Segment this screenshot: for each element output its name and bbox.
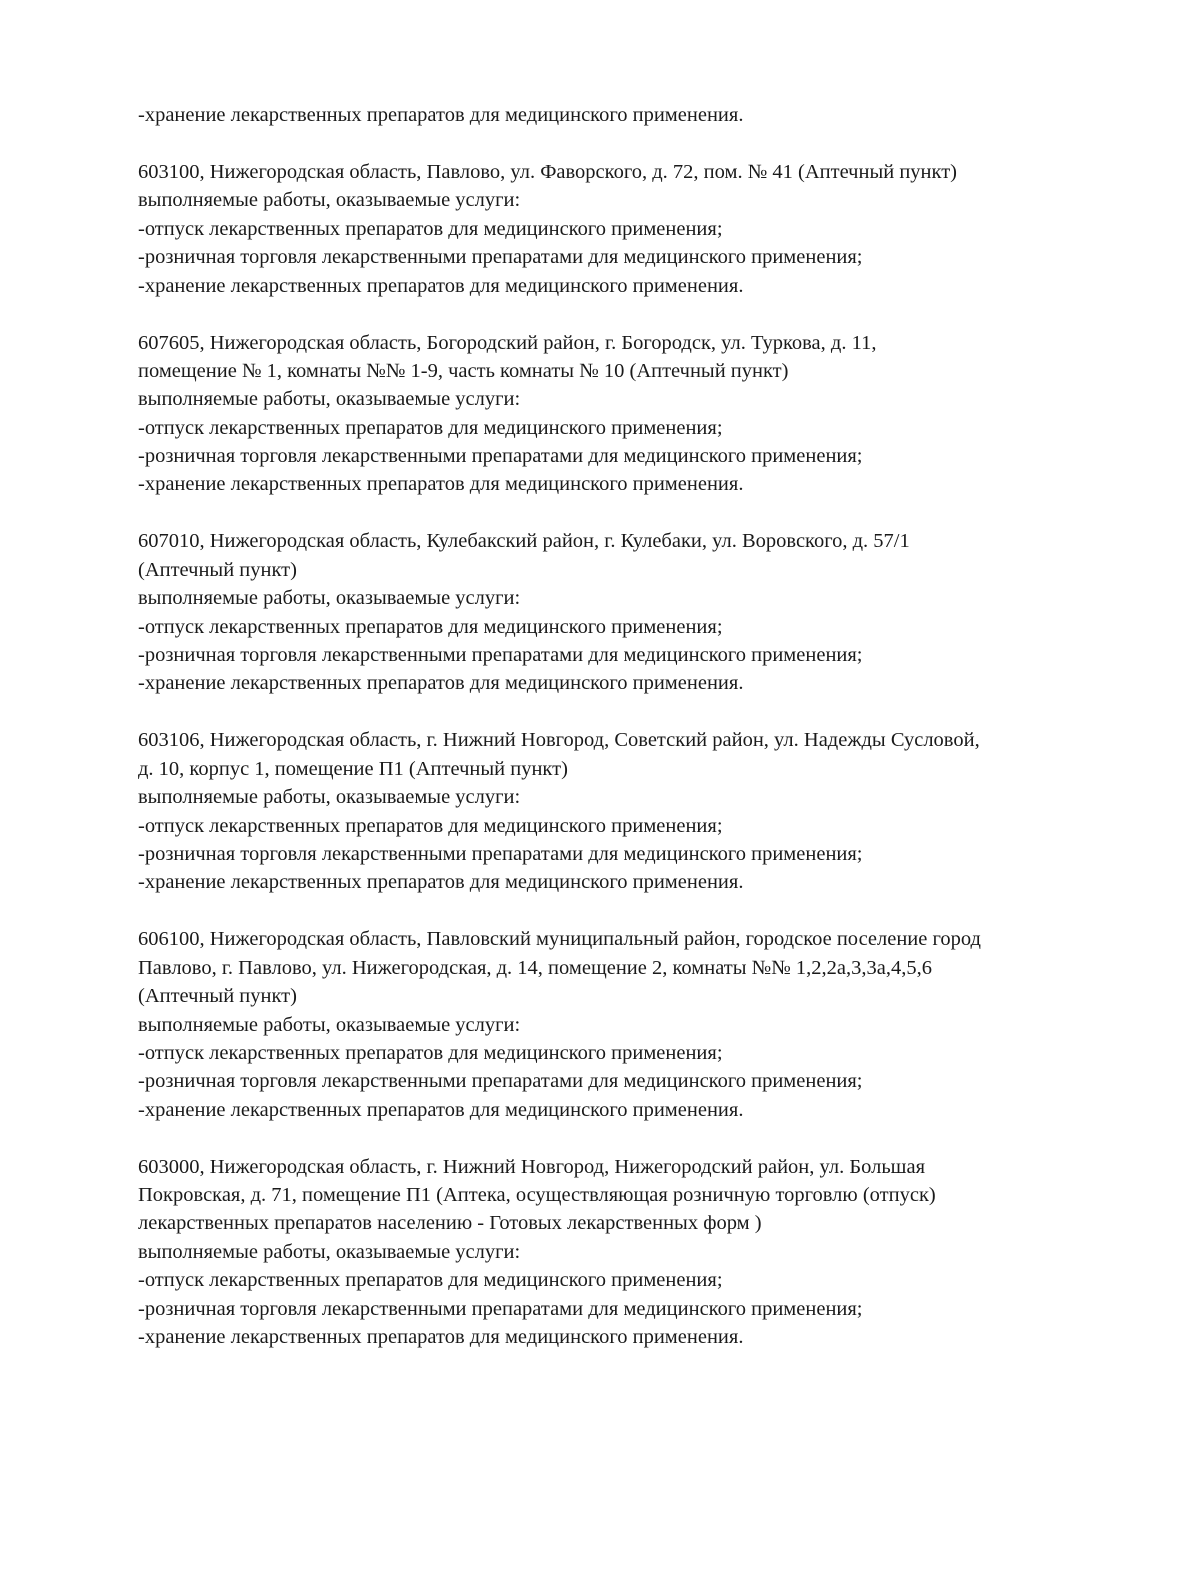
address-line: помещение № 1, комнаты №№ 1-9, часть комнаты № 10 (Аптечный пункт)	[138, 359, 789, 382]
services-header: выполняемые работы, оказываемые услуги:	[138, 388, 521, 411]
service-line: -розничная торговля лекарственными препаратами для медицинского применения;	[138, 842, 863, 865]
address-line: 603100, Нижегородская область, Павлово, ул. Фаворского, д. 72, пом. № 41 (Аптечный пункт)	[138, 160, 957, 183]
service-line: -отпуск лекарственных препаратов для медицинского применения;	[138, 615, 723, 638]
services-header: выполняемые работы, оказываемые услуги:	[138, 189, 521, 212]
address-line: д. 10, корпус 1, помещение П1 (Аптечный пункт)	[138, 757, 568, 780]
address-line: 606100, Нижегородская область, Павловский муниципальный район, городское поселение город	[138, 928, 981, 951]
service-line: -розничная торговля лекарственными препаратами для медицинского применения;	[138, 445, 863, 468]
pharmacy-entry	[138, 158, 1138, 300]
service-line: -хранение лекарственных препаратов для медицинского применения.	[138, 1326, 744, 1349]
service-line: -хранение лекарственных препаратов для медицинского применения.	[138, 104, 744, 126]
service-line: -хранение лекарственных препаратов для медицинского применения.	[138, 1098, 744, 1121]
address-line: Павлово, г. Павлово, ул. Нижегородская, д. 14, помещение 2, комнаты №№ 1,2,2а,3,3а,4,5,6	[138, 956, 932, 979]
address-line: 603106, Нижегородская область, г. Нижний Новгород, Советский район, ул. Надежды Сусловой,	[138, 729, 980, 752]
service-line: -отпуск лекарственных препаратов для медицинского применения;	[138, 416, 723, 439]
services-header: выполняемые работы, оказываемые услуги:	[138, 1240, 521, 1263]
address-line: лекарственных препаратов населению - Готовых лекарственных форм )	[138, 1212, 762, 1235]
pharmacy-entry	[138, 1153, 1138, 1352]
services-header: выполняемые работы, оказываемые услуги:	[138, 587, 521, 610]
document-body	[138, 101, 1138, 1351]
service-line: -хранение лекарственных препаратов для медицинского применения.	[138, 672, 744, 695]
pharmacy-entry	[138, 329, 1138, 499]
pharmacy-entry	[138, 925, 1138, 1124]
services-header: выполняемые работы, оказываемые услуги:	[138, 1013, 521, 1036]
address-line: 607010, Нижегородская область, Кулебакский район, г. Кулебаки, ул. Воровского, д. 57/1	[138, 530, 910, 553]
service-line: -хранение лекарственных препаратов для медицинского применения.	[138, 274, 744, 297]
address-line: (Аптечный пункт)	[138, 985, 297, 1008]
address-line: (Аптечный пункт)	[138, 558, 297, 581]
service-line: -розничная торговля лекарственными препаратами для медицинского применения;	[138, 1297, 863, 1320]
pharmacy-entry	[138, 726, 1138, 896]
service-line: -отпуск лекарственных препаратов для медицинского применения;	[138, 217, 723, 240]
intro-continuation	[138, 101, 1138, 129]
services-header: выполняемые работы, оказываемые услуги:	[138, 786, 521, 809]
service-line: -хранение лекарственных препаратов для медицинского применения.	[138, 871, 744, 894]
service-line: -розничная торговля лекарственными препаратами для медицинского применения;	[138, 1070, 863, 1093]
pharmacy-entry	[138, 527, 1138, 697]
service-line: -отпуск лекарственных препаратов для медицинского применения;	[138, 1041, 723, 1064]
service-line: -отпуск лекарственных препаратов для медицинского применения;	[138, 1269, 723, 1292]
address-line: 603000, Нижегородская область, г. Нижний Новгород, Нижегородский район, ул. Большая	[138, 1155, 925, 1178]
address-line: 607605, Нижегородская область, Богородский район, г. Богородск, ул. Туркова, д. 11,	[138, 331, 877, 354]
service-line: -розничная торговля лекарственными препаратами для медицинского применения;	[138, 246, 863, 269]
service-line: -хранение лекарственных препаратов для медицинского применения.	[138, 473, 744, 496]
service-line: -розничная торговля лекарственными препаратами для медицинского применения;	[138, 644, 863, 667]
service-line: -отпуск лекарственных препаратов для медицинского применения;	[138, 814, 723, 837]
address-line: Покровская, д. 71, помещение П1 (Аптека, осуществляющая розничную торговлю (отпуск)	[138, 1184, 936, 1207]
